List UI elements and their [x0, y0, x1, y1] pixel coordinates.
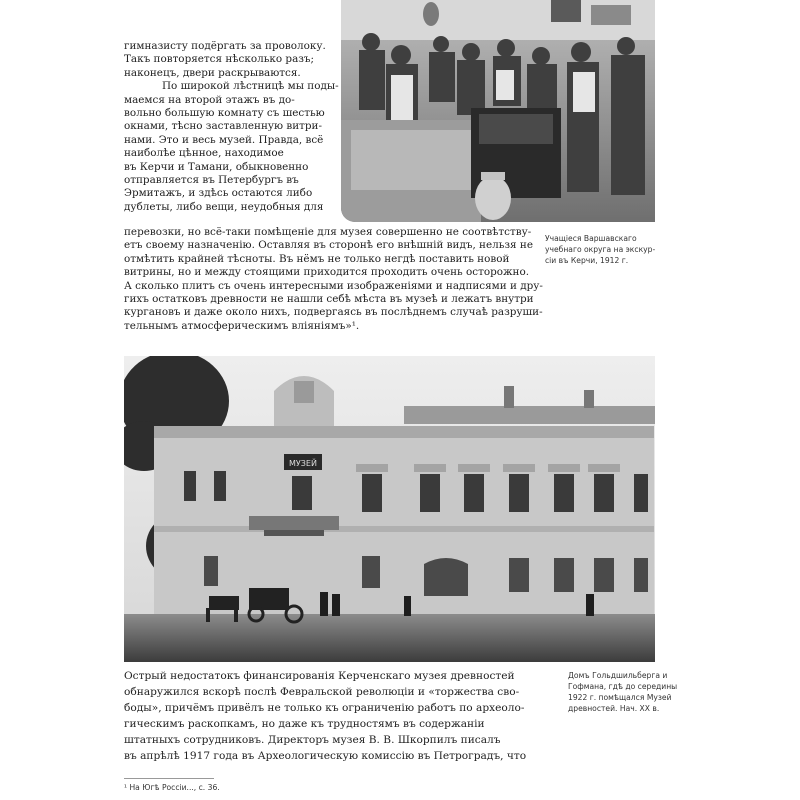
caption-line: древностей. Нач. XX в.: [568, 704, 660, 713]
text-line: гическимъ раскопкамъ, но даже къ трудностямъ въ содержаніи: [124, 718, 485, 730]
text-line: дублеты, либо вещи, неудобныя для: [124, 200, 324, 213]
caption-line: учебнаго округа на экскур-: [545, 245, 656, 254]
caption-line: Гофмана, гдѣ до середины: [568, 682, 678, 691]
text-line: вольно большую комнату съ шестью: [124, 107, 325, 120]
text-line: Такъ повторяется нѣсколько разъ;: [124, 53, 315, 66]
text-line: окнами, тѣсно заставленную витри-: [124, 120, 322, 133]
caption-line: сіи въ Керчи, 1912 г.: [545, 256, 629, 265]
text-line: нами. Это и весь музей. Правда, всё: [124, 133, 324, 146]
museum-paragraph: [124, 226, 564, 333]
intro-paragraph: [124, 40, 339, 214]
text-line: тельнымъ атмосферическимъ вліяніямъ»¹.: [124, 319, 360, 332]
text-line: наконецъ, двери раскрываются.: [124, 66, 301, 79]
text-line: Острый недостатокъ финансированія Керченскаго музея древностей: [124, 670, 515, 682]
text-line: перевозки, но всё-таки помѣщеніе для музея совершенно не соотвѣтству-: [124, 226, 532, 238]
caption-line: 1922 г. помѣщался Музей: [568, 693, 672, 702]
text-line: Эрмитажъ, и здѣсь остаются либо: [124, 187, 313, 200]
text-line: обнаружился вскорѣ послѣ Февральской революціи и «торжества сво-: [124, 686, 520, 698]
text-line: витрины, но и между стоящими приходится проходить очень осторожно.: [124, 266, 530, 279]
text-line: гихъ остатковъ древности не нашли себѣ мѣста въ музеѣ и лежатъ внутри: [124, 293, 534, 306]
text-line: кургановъ и даже около нихъ, подвергаясь въ послѣднемъ случаѣ разруши-: [124, 306, 543, 319]
footnote: ¹ На Югѣ Россіи..., с. 36.: [124, 783, 220, 792]
funding-paragraph: [124, 668, 562, 764]
text-line: По широкой лѣстницѣ мы поды-: [162, 80, 339, 93]
text-line: въ Керчи и Тамани, обыкновенно: [124, 160, 309, 173]
text-line: въ апрѣлѣ 1917 года въ Археологическую комиссію въ Петроградъ, что: [124, 750, 527, 762]
caption-line: Домъ Гольдшильберга и: [568, 671, 668, 680]
text-line: отправляется въ Петербургъ въ: [124, 174, 299, 187]
text-line: маемся на второй этажъ въ до-: [124, 93, 295, 106]
students-excursion-photo: [341, 0, 655, 222]
text-line: отмѣтить крайней тѣсноты. Въ нёмъ не только негдѣ поставить новой: [124, 252, 510, 265]
text-line: штатныхъ сотрудниковъ. Директоръ музея В. В. Шкорпилъ писалъ: [124, 734, 501, 746]
caption-building-photo: [568, 670, 677, 714]
text-line: А сколько плитъ съ очень интересными изображеніями и надписями и дру-: [124, 279, 543, 292]
caption-line: Учащіеся Варшавскаго: [545, 234, 637, 243]
text-line: гимназисту подёргать за проволоку.: [124, 40, 326, 52]
building-sign: МУЗЕЙ: [289, 459, 317, 468]
museum-building-photo: [124, 356, 655, 662]
text-line: боды», причёмъ привёлъ не только къ ограниченію работъ по археоло-: [124, 702, 525, 714]
footnote-divider: [124, 778, 214, 779]
text-line: наиболѣе цѣнное, находимое: [124, 147, 284, 160]
text-line: етъ своему назначенію. Оставляя въ сторонѣ его внѣшній видъ, нельзя не: [124, 239, 533, 252]
